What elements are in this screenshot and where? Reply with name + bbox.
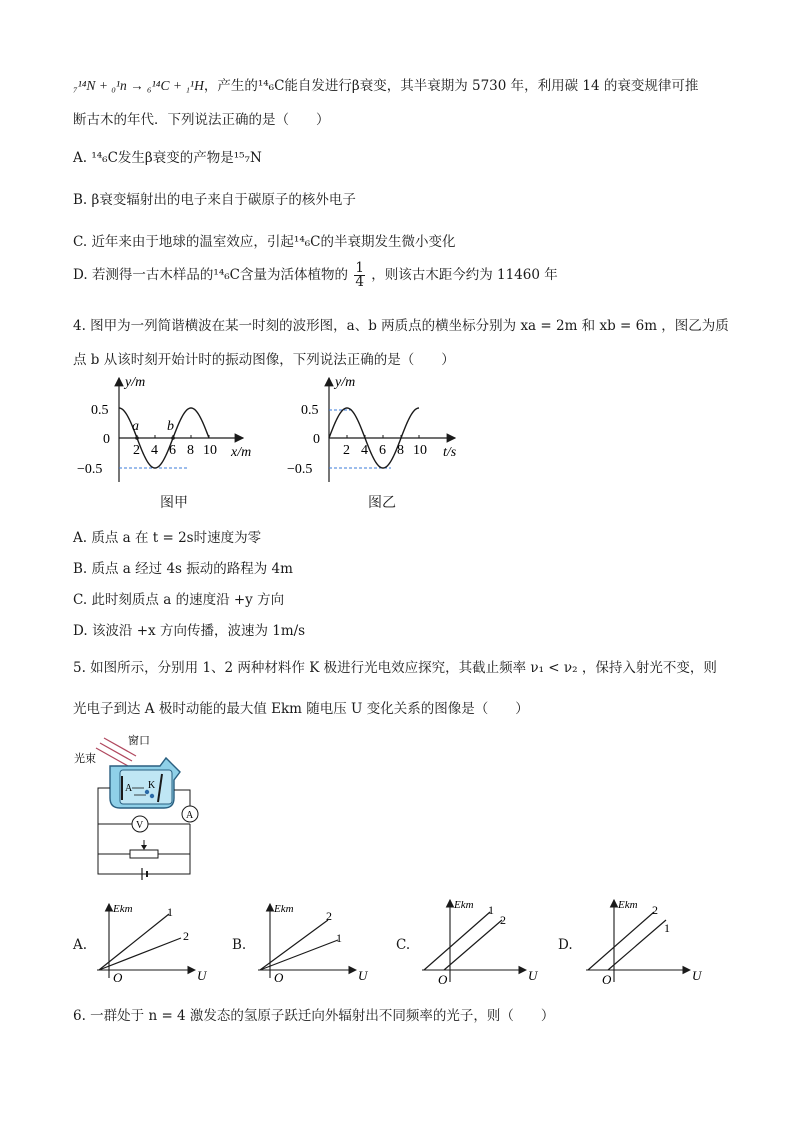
q3-option-c[interactable] (73, 230, 456, 250)
y-axis-label: y/m (125, 375, 146, 390)
anode-label: A (125, 783, 133, 794)
cathode-label: K (148, 780, 156, 791)
fraction-denominator: 4 (355, 274, 364, 290)
voltmeter-label: V (136, 820, 144, 831)
x-axis-label: x/m (231, 445, 252, 460)
origin-label: O (602, 972, 612, 987)
x-tick: 4 (151, 443, 158, 458)
option-letter: B. (73, 192, 88, 208)
line-label: 1 (664, 921, 670, 935)
option-text: 该波沿 +x 方向传播，波速为 1m/s (91, 623, 306, 639)
x-axis-label: U (197, 968, 207, 983)
origin-label: O (113, 970, 123, 985)
y-tick-pos: 0.5 (301, 403, 319, 418)
option-text: 近年来由于地球的温室效应，引起¹⁴₆C的半衰期发生微小变化 (91, 234, 456, 250)
option-letter: A. (73, 530, 88, 546)
y-axis-label: Ekm (618, 899, 638, 911)
y-tick-neg: −0.5 (287, 462, 313, 477)
line-label: 2 (326, 909, 332, 923)
x-axis-label: U (528, 968, 538, 983)
x-tick: 10 (413, 443, 427, 458)
q3-equation: ₇¹⁴N + ₀¹n → ₆¹⁴C + ₁¹H (73, 78, 204, 93)
x-tick: 8 (187, 443, 194, 458)
q5-choice-graph-c[interactable] (420, 894, 544, 986)
option-text: ¹⁴₆C发生β衰变的产物是¹⁵₇N (91, 150, 262, 166)
option-text: 若测得一古木样品的¹⁴₆C含量为活体植物的 (91, 267, 349, 283)
q3-option-d[interactable] (73, 262, 558, 289)
q5-stem-line2: 光电子到达 A 极时动能的最大值 Ekm 随电压 U 变化关系的图像是（ ） (73, 701, 529, 717)
q5-choice-letter-b[interactable]: B. (232, 937, 247, 953)
x-tick: 2 (133, 443, 140, 458)
q4-stem-line2: 点 b 从该时刻开始计时的振动图像，下列说法正确的是（ ） (73, 352, 455, 368)
y-tick-pos: 0.5 (91, 403, 109, 418)
light-beam-label: 光束 (74, 753, 96, 765)
window-label: 窗口 (128, 735, 150, 747)
y-axis-label: y/m (335, 375, 356, 390)
x-axis-label: U (692, 968, 702, 983)
origin-label: O (438, 972, 448, 987)
q4-option-d[interactable] (73, 619, 305, 639)
y-tick-neg: −0.5 (77, 462, 103, 477)
x-tick: 8 (397, 443, 404, 458)
option-letter: A. (73, 150, 88, 166)
fraction (354, 262, 365, 289)
x-axis-label: U (358, 968, 368, 983)
q3-option-b[interactable] (73, 188, 356, 208)
q5-choice-graph-b[interactable] (256, 898, 376, 986)
q5-choice-graph-d[interactable] (584, 894, 708, 986)
y-tick-zero: 0 (313, 432, 320, 447)
graph-caption-yi: 图乙 (368, 495, 396, 511)
q3-stem-line1 (73, 74, 698, 94)
option-text: 质点 a 经过 4s 振动的路程为 4m (91, 561, 293, 577)
option-text: 此时刻质点 a 的速度沿 +y 方向 (91, 592, 285, 608)
y-axis-label: Ekm (274, 903, 294, 915)
x-axis-label: t/s (443, 445, 457, 460)
q5-choice-letter-a[interactable]: A. (73, 937, 88, 953)
q3-stem-line2: 断古木的年代．下列说法正确的是（ ） (73, 112, 330, 128)
line-label: 2 (652, 903, 658, 917)
option-letter: C. (73, 234, 88, 250)
q5-choice-letter-c[interactable]: C. (396, 937, 411, 953)
origin-label: O (274, 970, 284, 985)
y-axis-label: Ekm (113, 903, 133, 915)
q5-stem-line1: 5. 如图所示，分别用 1、2 两种材料作 K 极进行光电效应探究，其截止频率 ν₁ < ν₂ ，保持入射光不变，则 (73, 660, 717, 676)
x-tick: 10 (203, 443, 217, 458)
line-label: 2 (500, 913, 506, 927)
q5-choice-graph-a[interactable] (95, 898, 215, 986)
wave-graph-jia (77, 372, 275, 517)
q3-option-a[interactable] (73, 146, 262, 166)
q5-choice-letter-d[interactable]: D. (558, 937, 573, 953)
q4-stem-line1: 4. 图甲为一列简谐横波在某一时刻的波形图，a、b 两质点的横坐标分别为 xa = 2m 和 xb = 6m ，图乙为质 (73, 318, 729, 334)
option-letter: C. (73, 592, 88, 608)
x-tick: 2 (343, 443, 350, 458)
x-tick: 4 (361, 443, 368, 458)
option-text: 质点 a 在 t = 2s时速度为零 (91, 530, 262, 546)
option-letter: D. (73, 267, 88, 283)
ammeter-label: A (186, 810, 194, 821)
y-tick-zero: 0 (103, 432, 110, 447)
point-a-label: a (132, 419, 139, 434)
point-b-label: b (167, 419, 174, 434)
option-letter: D. (73, 623, 88, 639)
line-label: 1 (336, 931, 342, 945)
x-tick: 6 (169, 443, 176, 458)
option-letter: B. (73, 561, 88, 577)
line-label: 1 (488, 903, 494, 917)
q6-stem: 6. 一群处于 n = 4 激发态的氢原子跃迁向外辐射出不同频率的光子，则（ ） (73, 1008, 555, 1024)
line-label: 1 (167, 905, 173, 919)
q4-option-c[interactable] (73, 588, 284, 608)
vibration-graph-yi (287, 372, 485, 517)
fraction-numerator: 1 (355, 260, 364, 276)
option-text: β衰变辐射出的电子来自于碳原子的核外电子 (91, 192, 356, 208)
q3-stem-text: ，产生的¹⁴₆C能自发进行β衰变，其半衰期为 5730 年，利用碳 14 的衰变规律可推 (203, 78, 699, 94)
option-text-after: ，则该古木距今约为 11460 年 (371, 267, 558, 283)
graph-caption-jia: 图甲 (160, 495, 188, 511)
y-axis-label: Ekm (454, 899, 474, 911)
q4-option-a[interactable] (73, 526, 261, 546)
line-label: 2 (183, 929, 189, 943)
photoelectric-circuit (70, 732, 220, 884)
x-tick: 6 (379, 443, 386, 458)
q4-option-b[interactable] (73, 557, 293, 577)
